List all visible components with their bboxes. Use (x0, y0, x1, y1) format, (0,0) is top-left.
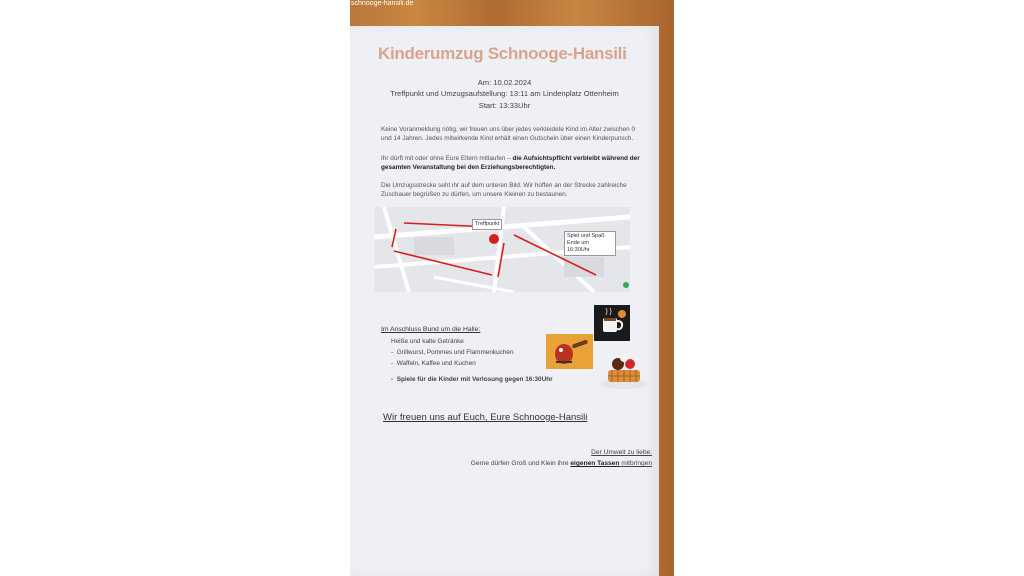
list-item: - Spiele für die Kinder mit Verlosung gegen 16:30Uhr (391, 376, 553, 383)
start-line: Start: 13:33Uhr (478, 101, 531, 110)
watermark: schnooge-hansili.de (351, 0, 414, 7)
list-item-text: Grillwurst, Pommes und Flammenkuchen (396, 349, 514, 356)
list-item-text: Waffeln, Kaffee und Kuchen (396, 360, 476, 367)
environment-line (471, 460, 652, 467)
environment-suffix: mitbringen (619, 460, 652, 467)
supervision-bold: die Aufsichtspflicht verbleibt während der gesamten Veranstaltung bei den Erziehungsberechtigten. (381, 155, 640, 171)
grill-sausage-image (546, 334, 593, 369)
intro-paragraph: Keine Voranmeldung nötig, wir freuen uns über jedes verkleidete Kind im Alter zwischen 0 und 14 Jahren. Jedes mitwirkende Kind erhält einen Gutschein über einen Kinderpunsch. (381, 126, 635, 142)
route-paragraph: Die Umzugsstrecke seht ihr auf dem unteren Bild. Wir hoffen an der Strecke zahlreiche Zuschauer begrüßen zu dürfen, um unsere Kleinen zu bestaunen. (381, 182, 627, 198)
environment-prefix: Gerne dürfen Groß und Klein ihre (470, 460, 571, 467)
map-label-meeting: Treffpunkt (472, 219, 502, 230)
list-item: Heiße und kalte Getränke (391, 338, 464, 345)
map-label-end: Spiel und Spaß Ende um 16:30Uhr (564, 231, 616, 256)
waffle-image (598, 350, 650, 390)
supervision-paragraph (381, 155, 643, 172)
games-line: Spiele für die Kinder mit Verlosung gegen 16:30Uhr (396, 376, 553, 383)
closing-line: Wir freuen uns auf Euch, Eure Schnooge-Hansili (383, 412, 588, 423)
route-map (374, 207, 630, 292)
environment-heading: Der Umwelt zu liebe: (591, 449, 652, 456)
list-item: - Waffeln, Kaffee und Kuchen (391, 360, 476, 367)
afterwards-heading: Im Anschluss Bund um die Halle: (381, 326, 481, 333)
list-item: - Grillwurst, Pommes und Flammenkuchen (391, 349, 514, 356)
meeting-line: Treffpunkt und Umzugsaufstellung: 13:11 am Lindenplatz Ottenheim (390, 89, 619, 98)
supervision-text: Ihr dürft mit oder ohne Eure Eltern mitlaufen – (381, 155, 513, 162)
flyer-title: Kinderumzug Schnooge-Hansili (378, 44, 627, 63)
date-line: Am: 10.02.2024 (477, 78, 532, 87)
coffee-cup-image (594, 305, 630, 341)
environment-bold: eigenen Tassen (570, 460, 620, 467)
